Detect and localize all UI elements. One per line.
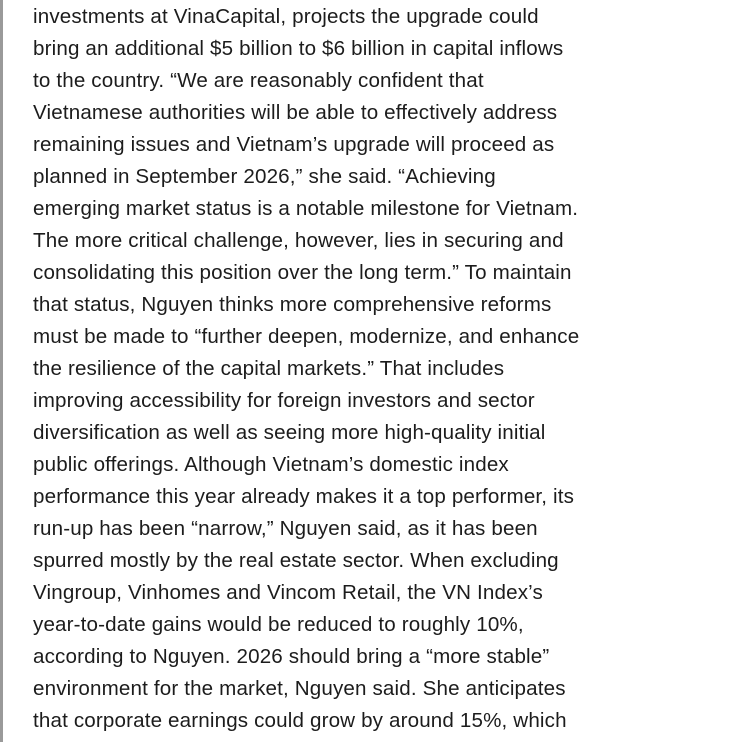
article-line: that status, Nguyen thinks more comprehensive reforms xyxy=(33,293,552,316)
article-line: emerging market status is a notable milestone for Vietnam. xyxy=(33,197,579,220)
article-line: Vingroup, Vinhomes and Vincom Retail, the VN Index’s xyxy=(33,581,543,604)
article-line: Vietnamese authorities will be able to effectively address xyxy=(33,101,558,124)
article-line: investments at VinaCapital, projects the upgrade could xyxy=(33,5,539,28)
article-line: year-to-date gains would be reduced to roughly 10%, xyxy=(33,613,524,636)
article-body xyxy=(33,1,743,737)
article-line: improving accessibility for foreign investors and sector xyxy=(33,389,535,412)
article-line: to the country. “We are reasonably confident that xyxy=(33,69,484,92)
article-line: environment for the market, Nguyen said. She anticipates xyxy=(33,677,566,700)
article-line: diversification as well as seeing more high-quality initial xyxy=(33,421,546,444)
article-line: bring an additional $5 billion to $6 billion in capital inflows xyxy=(33,37,564,60)
article-line: The more critical challenge, however, lies in securing and xyxy=(33,229,564,252)
article-line: remaining issues and Vietnam’s upgrade will proceed as xyxy=(33,133,555,156)
article-line: spurred mostly by the real estate sector. When excluding xyxy=(33,549,559,572)
article-line: must be made to “further deepen, modernize, and enhance xyxy=(33,325,580,348)
article-line: public offerings. Although Vietnam’s domestic index xyxy=(33,453,509,476)
article-line: the resilience of the capital markets.” That includes xyxy=(33,357,505,380)
left-border-divider xyxy=(0,0,3,742)
article-line: consolidating this position over the long term.” To maintain xyxy=(33,261,572,284)
article-line: planned in September 2026,” she said. “Achieving xyxy=(33,165,496,188)
article-line: performance this year already makes it a top performer, its xyxy=(33,485,575,508)
article-line: run-up has been “narrow,” Nguyen said, as it has been xyxy=(33,517,538,540)
article-line: that corporate earnings could grow by around 15%, which xyxy=(33,709,567,732)
article-line: according to Nguyen. 2026 should bring a “more stable” xyxy=(33,645,550,668)
